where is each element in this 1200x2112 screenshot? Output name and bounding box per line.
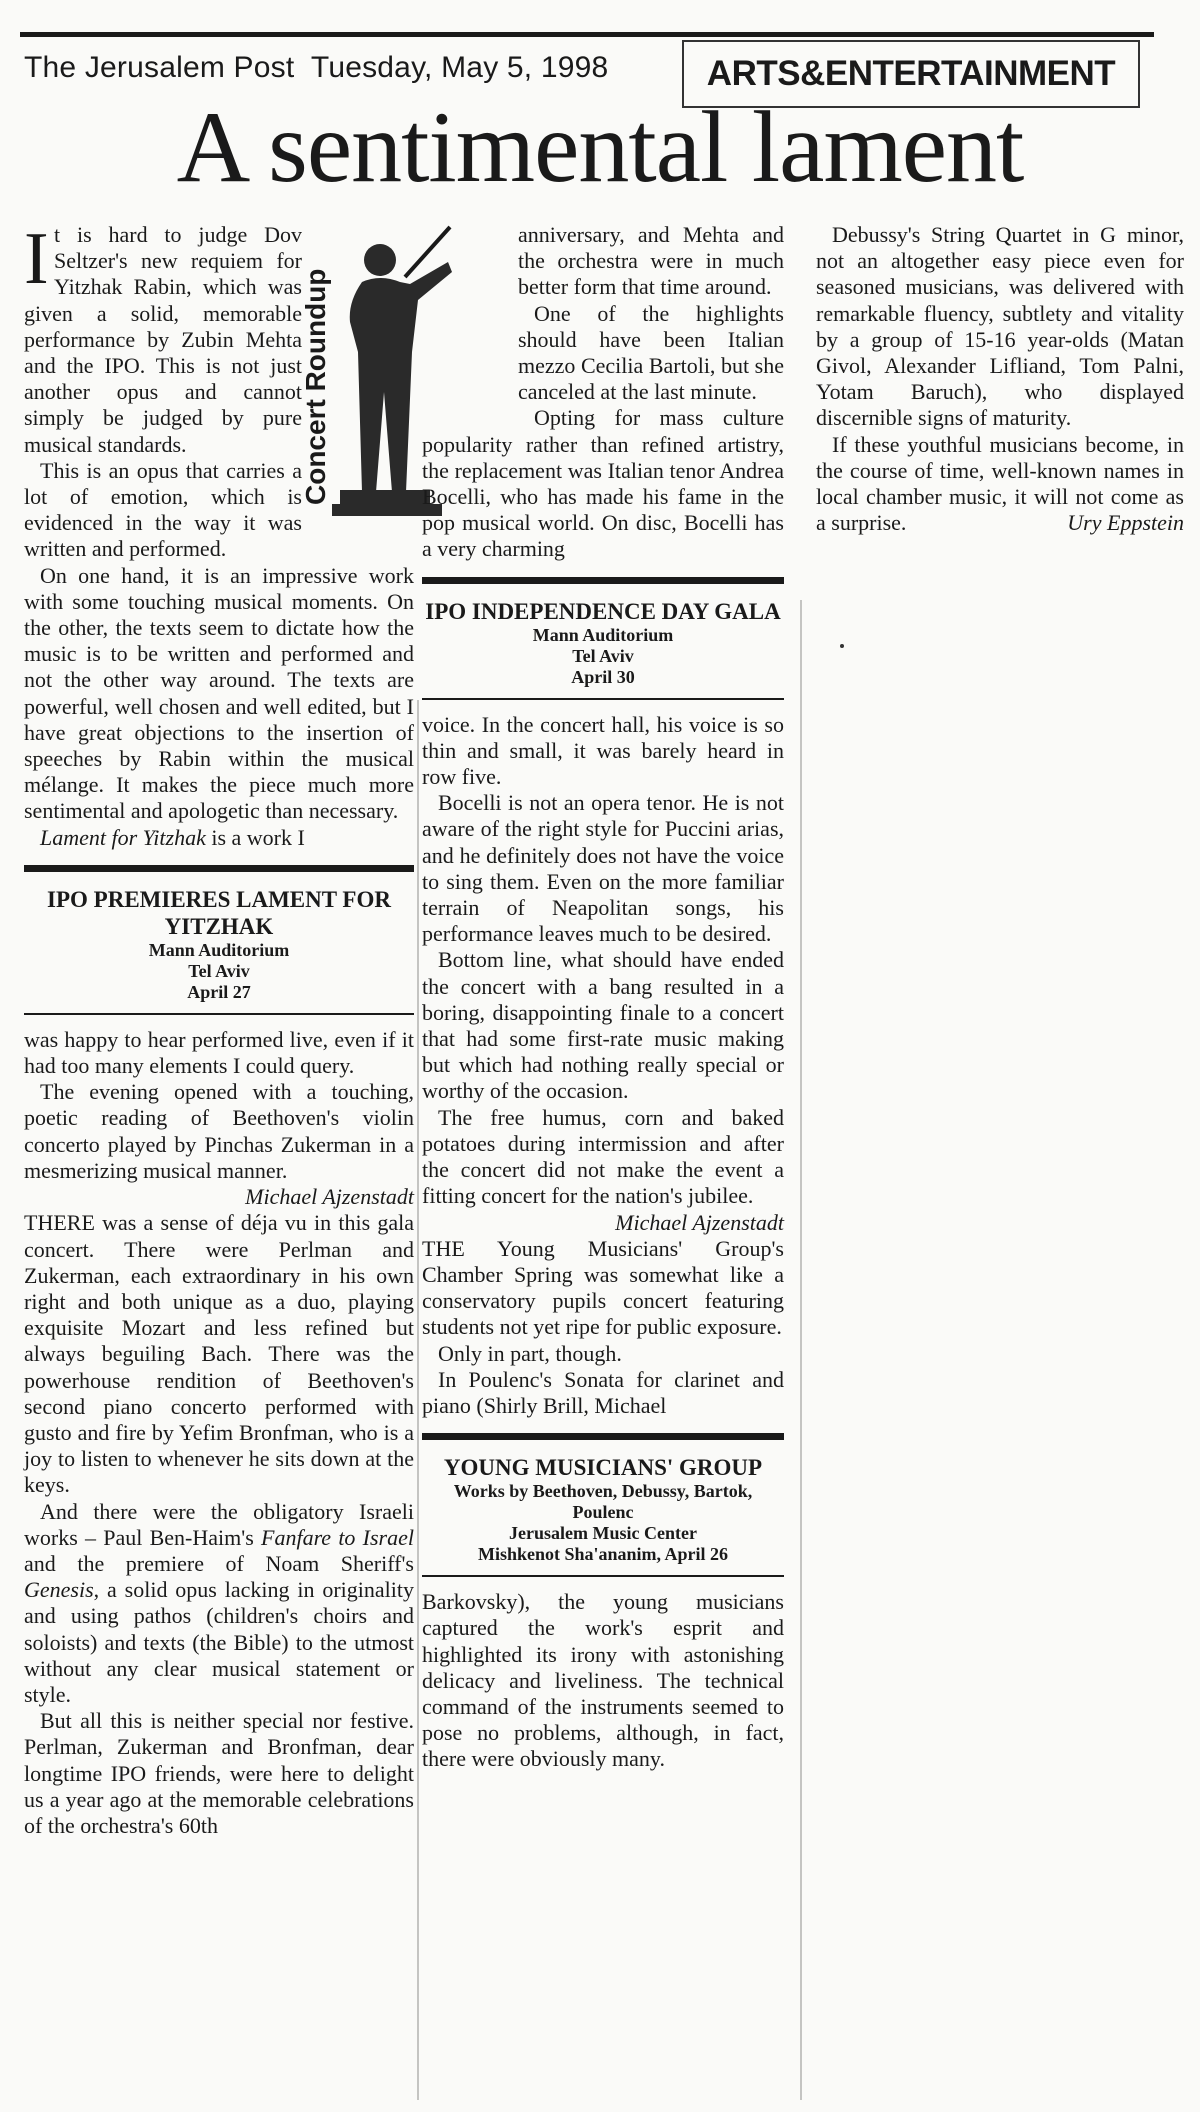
- masthead: [24, 50, 684, 86]
- box-date: April 27: [187, 981, 251, 1002]
- col2-para-11: Barkovsky), the young musicians captured the work's esprit and highlighted its irony with astonishing delicacy and liveliness. The technical command of the instruments seemed to pose no problems, although, in fact, there were obviously many.: [422, 1589, 784, 1772]
- col1-para-2: This is an opus that carries a lot of emotion, which is evidenced in the way it was written and performed.: [24, 457, 302, 562]
- box-heading: IPO PREMIERES LAMENT FOR YITZHAK: [47, 886, 391, 939]
- info-box-young-musicians: [422, 1433, 784, 1577]
- column-2: [422, 222, 784, 1773]
- box-place-date: Mishkenot Sha'ananim, April 26: [477, 1544, 729, 1565]
- paper-name: The Jerusalem Post: [24, 51, 295, 84]
- work-title: Genesis: [24, 1577, 94, 1603]
- col2-para-10: In Poulenc's Sonata for clarinet and piano (Shirly Brill, Michael: [422, 1366, 784, 1418]
- col2-para-4: voice. In the concert hall, his voice is so thin and small, it was barely heard in row five.: [422, 711, 784, 790]
- col1-para-8-c: , a solid opus lacking in originality and using pathos (children's choirs and soloists) and texts (the Bible) to the utmost without any clear musical statement or style.: [24, 1577, 414, 1707]
- box-heading: YOUNG MUSICIANS' GROUP: [443, 1455, 763, 1481]
- col1-para-8: [24, 1499, 414, 1709]
- col1-para-6: [24, 1079, 414, 1210]
- column-3: [816, 222, 1184, 536]
- col3-para-2: [816, 432, 1184, 537]
- concert-roundup-label: Concert Roundup: [300, 268, 331, 505]
- box-venue: Mann Auditorium: [532, 624, 674, 645]
- col2-para-7-text: The free humus, corn and baked potatoes during intermission and after the concert did not make the event a fitting concert for the nation's jubilee.: [422, 1104, 784, 1209]
- col3-para-1: Debussy's String Quartet in G minor, not an altogether easy piece even for seasoned musicians, was delivered with remarkable fluency, subtlety and vitality by a group of 15-16 year-olds (Matan Givol, Alexander Lifliand, Tom Palni, Yotam Baruch), who displayed discernible signs of maturity.: [816, 222, 1184, 431]
- col2-para-7: [422, 1104, 784, 1235]
- col1-para-6-text: The evening opened with a touching, poetic reading of Beethoven's violin concerto played by Pinchas Zukerman in a mesmerizing musical manner.: [24, 1079, 414, 1183]
- col1-para-1-text: t is hard to judge Dov Seltzer's new requiem for Yitzhak Rabin, which was given a solid, memorable performance by Zubin Mehta and the IPO. This is not just another opus and cannot simply be judged by pure musical standards.: [24, 222, 302, 457]
- col1-para-8-a: And there were the obligatory Israeli works – Paul Ben-Haim's: [24, 1498, 414, 1550]
- byline: Michael Ajzenstadt: [615, 1209, 784, 1235]
- col1-para-4-text: is a work I: [205, 824, 305, 850]
- column-divider: [417, 700, 419, 2100]
- byline: Michael Ajzenstadt: [245, 1184, 414, 1210]
- box-city: Tel Aviv: [572, 645, 634, 666]
- column-divider: [800, 600, 802, 2100]
- col1-para-3: On one hand, it is an impressive work with some touching musical moments. On the other, the texts seem to dictate how the music is to be written and performed and not the other way around. The texts are powerful, well chosen and well edited, but I have great objections to the insertion of speeches by Rabin within the musical mélange. It makes the piece much more sentimental and apologetic than necessary.: [24, 562, 414, 824]
- section-label: ARTS&ENTERTAINMENT: [682, 40, 1140, 108]
- box-date: April 30: [571, 666, 635, 687]
- bleed-through-text-left: [0, 110, 22, 150]
- col1-para-9: But all this is neither special nor festive. Perlman, Zukerman and Bronfman, dear longtime IPO friends, were here to delight us a year ago at the memorable celebrations of the orchestra's 60th: [24, 1708, 414, 1838]
- col1-para-8-b: and the premiere of Noam Sheriff's: [24, 1550, 414, 1576]
- info-box-lament: [24, 865, 414, 1015]
- col2-para-3-text: Opting for mass culture popularity rather than refined artistry, the replacement was Italian tenor Andrea Bocelli, who has made his fame in the pop musical world. On disc, Bocelli has a very charming: [422, 405, 784, 562]
- illustration-spacer: [302, 222, 414, 512]
- col1-para-5: was happy to hear performed live, even if it had too many elements I could query.: [24, 1026, 414, 1079]
- byline: Ury Eppstein: [1067, 510, 1184, 536]
- col2-para-2: One of the highlights should have been Italian mezzo Cecilia Bartoli, but she canceled at the last minute.: [518, 300, 784, 405]
- dropcap-spacer: [24, 222, 54, 286]
- issue-date: Tuesday, May 5, 1998: [310, 51, 609, 84]
- work-title: Fanfare to Israel: [261, 1524, 414, 1550]
- box-works: Works by Beethoven, Debussy, Bartok, Poulenc: [453, 1481, 753, 1523]
- box-city: Tel Aviv: [188, 960, 250, 981]
- col2-para-9: Only in part, though.: [438, 1340, 622, 1366]
- bleed-through-text-right: [1150, 30, 1200, 220]
- headline: A sentimental lament: [176, 91, 1024, 204]
- work-title: Lament for Yitzhak: [40, 824, 206, 850]
- box-heading: IPO INDEPENDENCE DAY GALA: [425, 598, 781, 624]
- col2-para-6: Bottom line, what should have ended the concert with a bang resulted in a boring, disappointing finale to a concert that had some first-rate music making but which had nothing really special or worthy of the occasion.: [422, 947, 784, 1104]
- col2-para-1: anniversary, and Mehta and the orchestra were in much better form that time around.: [518, 222, 784, 300]
- col2-para-3: [422, 405, 784, 562]
- col1-para-4: [24, 825, 414, 851]
- col2-para-5: Bocelli is not an opera tenor. He is not aware of the right style for Puccini arias, and he definitely does not have the voice to sing them. Even on the more familiar terrain of Neapolitan songs, his performance leaves much to be desired.: [422, 790, 784, 947]
- masthead-rule: [20, 32, 1154, 37]
- column-1-body: [24, 218, 414, 1839]
- col3-para-2-text: If these youthful musicians become, in the course of time, well-known names in local chamber music, it will not come as a surprise.: [816, 431, 1184, 536]
- box-venue: Jerusalem Music Center: [509, 1523, 697, 1544]
- col2-para-8: THE Young Musicians' Group's Chamber Spring was somewhat like a conservatory pupils concert featuring students not yet ripe for public exposure.: [422, 1235, 784, 1340]
- box-venue: Mann Auditorium: [148, 939, 290, 960]
- print-speck: [840, 644, 844, 648]
- col1-para-7: THERE was a sense of déja vu in this gala concert. There were Perlman and Zukerman, each extraordinary in his own right and both unique as a duo, playing exquisite Mozart and less refined but always beguiling Bach. There was the powerhouse rendition of Beethoven's second piano concerto performed with gusto and fire by Yefim Bronfman, who is a joy to listen to whenever he sits down at the keys.: [24, 1210, 414, 1498]
- info-box-gala: [422, 577, 784, 700]
- dropcap: I: [24, 218, 49, 300]
